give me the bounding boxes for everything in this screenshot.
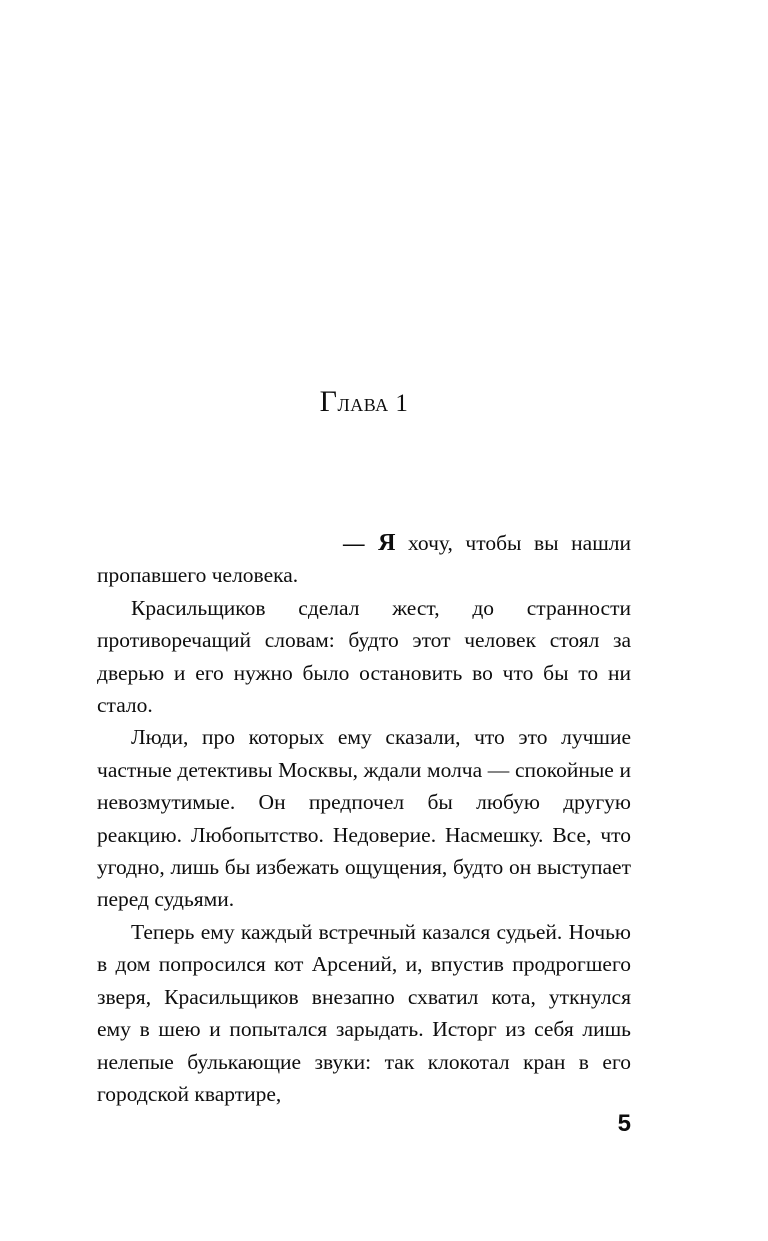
paragraph-4: Теперь ему каждый встречный казался судьей. Ночью в дом попросился кот Арсений, и, впустив продрогшего зверя, Красильщиков внезапно схватил кота, уткнулся ему в шею и попытался зарыдать. Исторг из себя лишь нелепые булькающие звуки: так клокотал кран в его городской квартире, xyxy=(97,919,631,1106)
page-content xyxy=(97,0,631,1241)
body-text xyxy=(97,527,631,1110)
chapter-title-rest: лава 1 xyxy=(337,390,409,417)
paragraph-2: Красильщиков сделал жест, до странности противоречащий словам: будто этот человек стоял за дверью и его нужно было остановить во что бы то ни стало. xyxy=(97,595,631,718)
paragraph-1 xyxy=(97,527,631,592)
paragraph-lead-letter: Я xyxy=(378,530,396,556)
paragraph-1-text: хочу, чтобы вы нашли пропавшего человека. xyxy=(97,531,632,588)
chapter-title-initial: Г xyxy=(319,385,338,418)
paragraph-lead-dash: — xyxy=(343,531,379,555)
paragraph-3: Люди, про которых ему сказали, что это лучшие частные детективы Москвы, ждали молча — спокойные и невозмутимые. Он предпочел бы любую другую реакцию. Любопытство. Недоверие. Насмешку. Все, что угодно, лишь бы избежать ощущения, будто он выступает перед судьями. xyxy=(97,725,631,912)
page-number: 5 xyxy=(617,1110,631,1137)
chapter-title xyxy=(97,0,631,419)
